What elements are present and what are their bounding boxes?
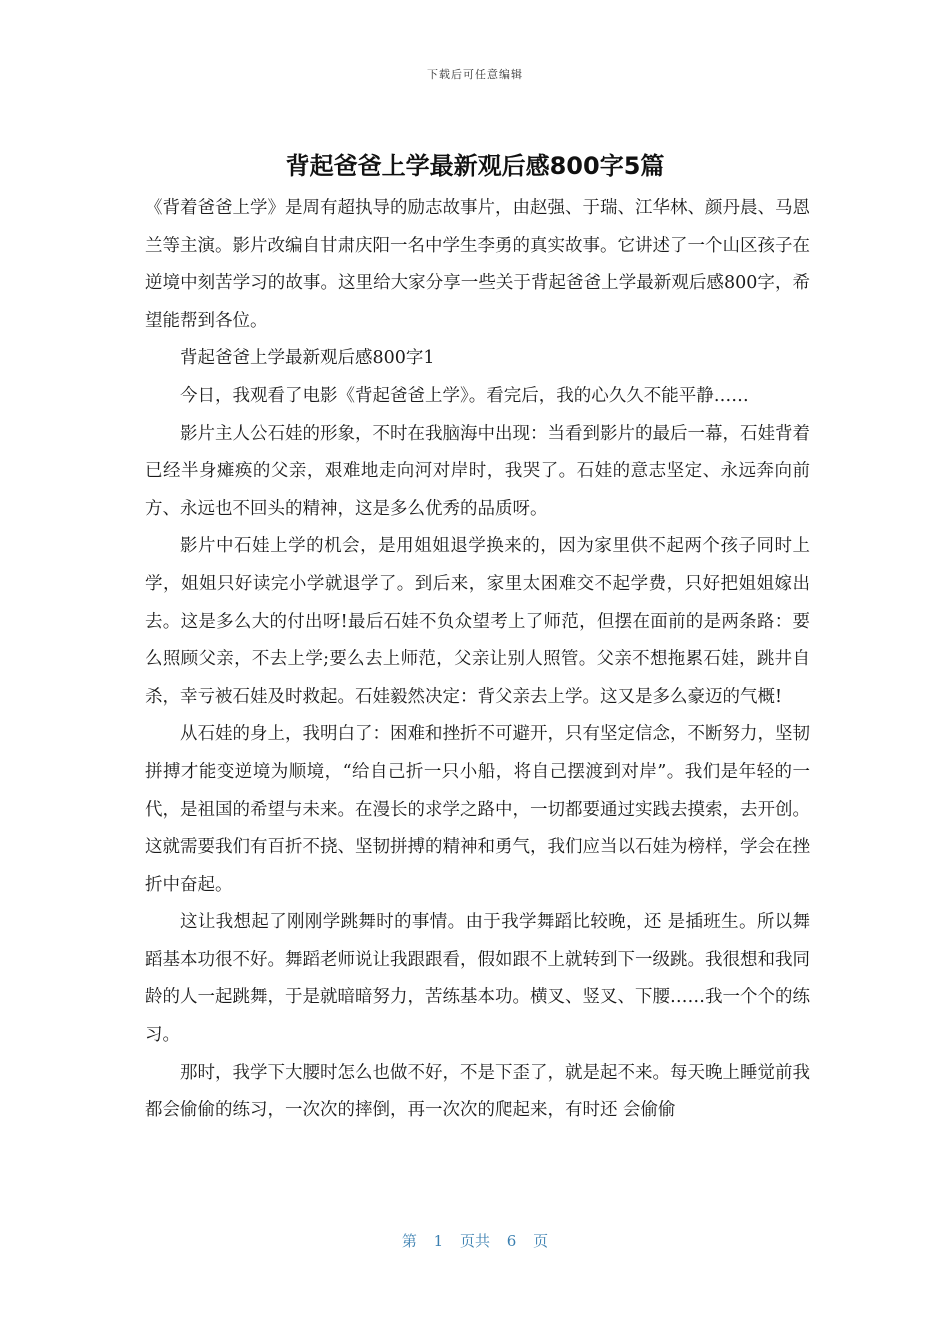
body-paragraph: 影片主人公石娃的形象，不时在我脑海中出现：当看到影片的最后一幕，石娃背着已经半身瘫痪的父亲，艰难地走向河对岸时，我哭了。石娃的意志坚定、永远奔向前方、永远也不回头的精神，这是多么优秀的品质呀。	[145, 423, 810, 519]
page-number: 第 1 页共 6 页	[401, 1232, 549, 1250]
document-body	[145, 190, 810, 1130]
page-header-note: 下载后可任意编辑	[427, 68, 523, 81]
body-paragraph: 今日，我观看了电影《背起爸爸上学》。看完后，我的心久久不能平静……	[180, 385, 749, 406]
body-paragraph: 这让我想起了刚刚学跳舞时的事情。由于我学舞蹈比较晚，还 是插班生。所以舞蹈基本功很不好。舞蹈老师说让我跟跟看，假如跟不上就转到下一级跳。我很想和我同龄的人一起跳舞，于是就暗暗努力，苦练基本功。横叉、竖叉、下腰……我一个个的练习。	[145, 912, 810, 1046]
intro-paragraph: 《背着爸爸上学》是周有超执导的励志故事片，由赵强、于瑞、江华林、颜丹晨、马恩兰等主演。影片改编自甘肃庆阳一名中学生李勇的真实故事。它讲述了一个山区孩子在逆境中刻苦学习的故事。这里给大家分享一些关于背起爸爸上学最新观后感800字，希望能帮到各位。	[145, 198, 810, 331]
body-paragraph: 那时，我学下大腰时怎么也做不好，不是下歪了，就是起不来。每天晚上睡觉前我都会偷偷的练习，一次次的摔倒，再一次次的爬起来，有时还 会偷偷	[145, 1062, 810, 1121]
section-heading: 背起爸爸上学最新观后感800字1	[180, 348, 435, 369]
body-paragraph: 从石娃的身上，我明白了：困难和挫折不可避开，只有坚定信念，不断努力，坚韧拼搏才能变逆境为顺境，“给自己折一只小船，将自己摆渡到对岸”。我们是年轻的一代，是祖国的希望与未来。在漫长的求学之路中，一切都要通过实践去摸索，去开创。这就需要我们有百折不挠、坚韧拼搏的精神和勇气，我们应当以石娃为榜样，学会在挫折中奋起。	[145, 724, 810, 895]
body-paragraph: 影片中石娃上学的机会，是用姐姐退学换来的，因为家里供不起两个孩子同时上学，姐姐只好读完小学就退学了。到后来，家里太困难交不起学费，只好把姐姐嫁出去。这是多么大的付出呀!最后石娃不负众望考上了师范，但摆在面前的是两条路：要么照顾父亲，不去上学;要么去上师范，父亲让别人照管。父亲不想拖累石娃，跳井自杀，幸亏被石娃及时救起。石娃毅然决定：背父亲去上学。这又是多么豪迈的气概!	[145, 536, 810, 707]
document-title: 背起爸爸上学最新观后感800字5篇	[285, 152, 665, 180]
